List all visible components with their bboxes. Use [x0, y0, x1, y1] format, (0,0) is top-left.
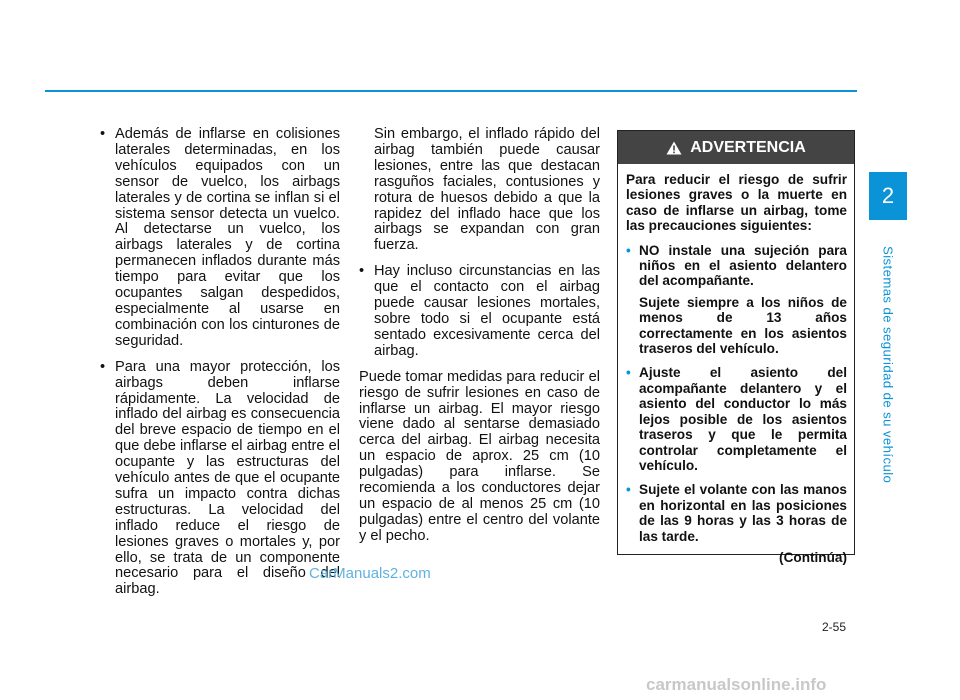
warning-item-text: NO instale una sujeción para niños en el asiento delantero del acompañante. — [639, 242, 847, 289]
left-column — [100, 127, 340, 608]
warning-item-note: Sujete siempre a los niños de menos de 13 años correctamente en los asientos traseros del vehículo. — [639, 294, 847, 357]
list-item-text: Hay incluso circunstancias en las que el contacto con el airbag puede causar lesiones mortales, sobre todo si el ocupante está sentado excesivamente cerca del airbag. — [374, 263, 600, 359]
chapter-title — [870, 230, 906, 500]
warning-header — [618, 131, 854, 164]
bullet-icon: • — [359, 263, 365, 280]
warning-item — [626, 482, 847, 544]
bullet-icon: • — [626, 482, 631, 498]
continued-label: (Continúa) — [779, 549, 847, 565]
page-number: 2-55 — [822, 620, 847, 634]
continuation-paragraph — [359, 127, 600, 254]
continuation-text: Sin embargo, el inflado rápido del airbag también puede causar lesiones, entre las que destacan rasguños faciales, contusiones y rotura de huesos debido a que la rapidez del inflado hace que los airbags se expandan con gran fuerza. — [374, 126, 600, 254]
warning-box — [617, 130, 855, 565]
watermark-bottom: carmanualsonline.info — [646, 675, 827, 694]
bullet-icon: • — [100, 126, 106, 142]
bullet-icon: • — [100, 358, 106, 375]
list-item — [100, 127, 340, 350]
list-item-text: Además de inflarse en colisiones laterales determinadas, en los vehículos equipados con un sensor de vuelco, los airbags laterales y de cortina se inflan si el sistema sensor detecta un vuelco. Al detectarse un vuelco, los airbags laterales y de cortina permanecen inflados durante más tiempo para evitar que los ocupantes salgan despedidos, especialmente al usarse en combinación con los cinturones de seguridad. — [115, 126, 340, 349]
list-item — [100, 360, 340, 599]
list-item — [359, 264, 600, 359]
warning-item — [626, 365, 847, 473]
warning-item — [626, 243, 847, 289]
chapter-title-text: Sistemas de seguridad de su vehículo — [880, 246, 896, 484]
bullet-icon: • — [626, 242, 631, 258]
header-rule — [45, 90, 857, 92]
warning-triangle-icon — [666, 141, 682, 155]
list-item-text: Para una mayor protección, los airbags deben inflarse rápidamente. La velocidad de inflado del airbag es consecuencia del breve espacio de tiempo en el que debe inflarse el airbag entre el ocupante y las estructuras del vehículo antes de que el ocupante sufra un impacto contra dichas estructuras. La velocidad del inflado reduce el riesgo de lesiones graves o mortales y, por ello, se trata de un componente necesario para el diseño del airbag. — [115, 358, 340, 598]
middle-column — [359, 127, 600, 545]
warning-intro: Para reducir el riesgo de sufrir lesiones graves o la muerte en caso de inflarse un airbag, tome las precauciones siguientes: — [626, 172, 847, 234]
warning-item-text: Sujete el volante con las manos en horizontal en las posiciones de las 9 horas y las 3 horas de las tarde. — [639, 482, 847, 544]
bullet-icon: • — [626, 365, 631, 381]
chapter-number-tab: 2 — [869, 172, 907, 220]
body-paragraph: Puede tomar medidas para reducir el riesgo de sufrir lesiones en caso de inflarse un airbag. El mayor riesgo viene dado al sentarse demasiado cerca del airbag. El airbag necesita un espacio de aprox. 25 cm (10 pulgadas) para inflarse. Se recomienda a los conductores dejar un espacio de al menos 25 cm (10 pulgadas) entre el centro del volante y el pecho. — [359, 368, 600, 544]
warning-item-text: Ajuste el asiento del acompañante delantero y el asiento del conductor lo más lejos posible de los asientos traseros y que le permita controlar completamente el vehículo. — [639, 365, 847, 473]
watermark-top: CarManuals2.com — [309, 565, 431, 582]
warning-body — [618, 164, 854, 565]
warning-title: ADVERTENCIA — [690, 138, 806, 156]
